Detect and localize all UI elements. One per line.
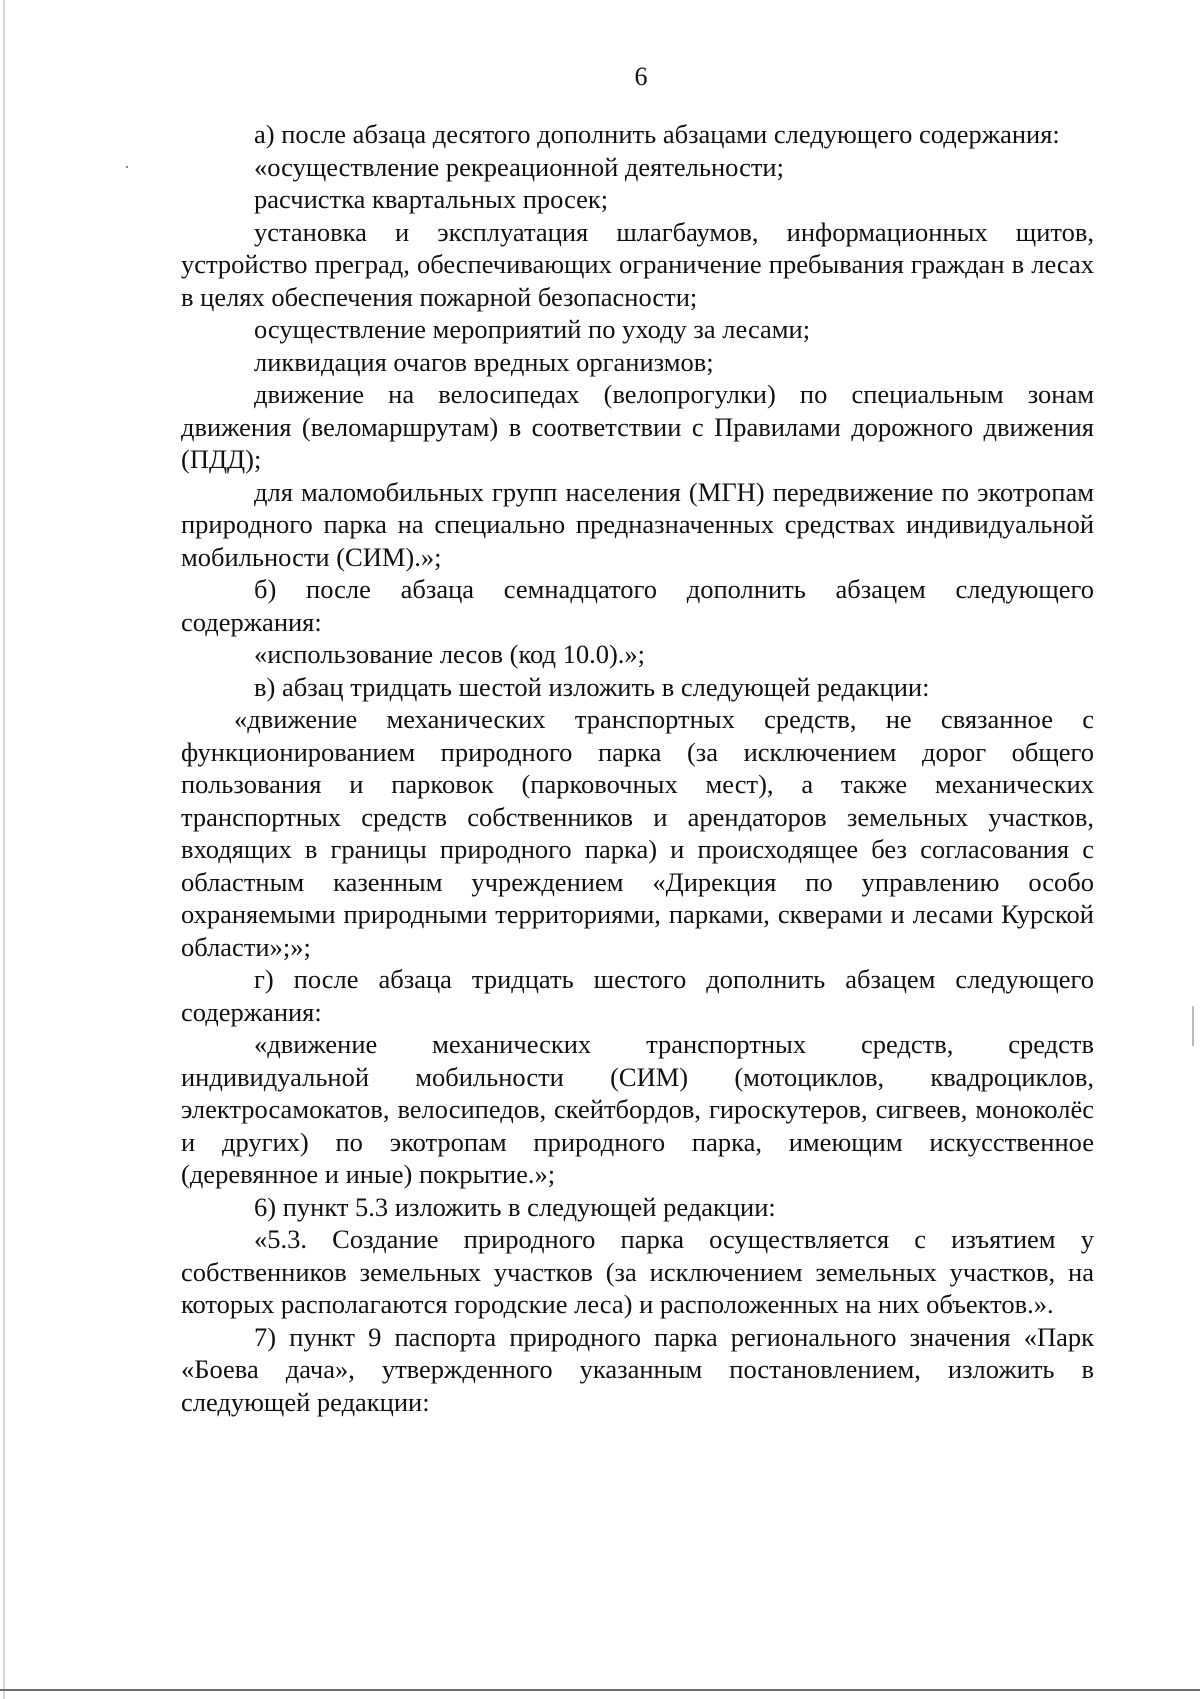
scan-bottom-line [0,1689,1200,1691]
paragraph-point-5-3-text: «5.3. Создание природного парка осуществляется с изъятием у собственников земельных участков (за исключением земельных участков, на которых располагаются городские леса) и расположенных на них объектов.». [181,1224,1094,1319]
paragraph-pest-control: ликвидация очагов вредных организмов; [254,346,714,377]
paragraph-forest-care: осуществление мероприятий по уходу за лесами; [254,314,811,344]
scan-right-mark [1192,1006,1194,1046]
paragraph-amend-v: в) абзац тридцать шестой изложить в следующей редакции: [254,671,930,702]
paragraph-forest-use-code: «использование лесов (код 10.0).»; [254,639,646,669]
paragraph-point-5-3: 6) пункт 5.3 изложить в следующей редакции: [254,1191,776,1222]
paragraph-point-9-passport: 7) пункт 9 паспорта природного парка регионального значения «Парк «Боева дача», утвержденного указанным постановлением, изложить в следующей редакции: [181,1321,1094,1417]
paragraph-clearing-glades: расчистка квартальных просек; [254,184,609,214]
document-body [181,118,1094,1418]
paragraph-bicycles: движение на велосипедах (велопрогулки) по специальным зонам движения (веломаршрутам) в соответствии с Правилами дорожного движения (ПДД); [181,379,1094,474]
paragraph-amend-g: г) после абзаца тридцать шестого дополнить абзацем следующего содержания: [181,964,1094,1027]
page-number: 6 [634,62,648,91]
paragraph-barriers: установка и эксплуатация шлагбаумов, информационных щитов, устройство преград, обеспечивающих ограничение пребывания граждан в лесах в целях обеспечения пожарной безопасности; [181,216,1094,312]
paragraph-personal-mobility: «движение механических транспортных средств, средств индивидуальной мобильности (СИМ) (мотоциклов, квадроциклов, электросамокатов, велосипедов, скейтбордов, гироскутеров, сигвеев, моноколёс и других) по экотропам природного парка, имеющим искусственное (деревянное и иные) покрытие.»; [181,1029,1094,1189]
paragraph-low-mobility: для маломобильных групп населения (МГН) передвижение по экотропам природного парка на специально предназначенных средствах индивидуальной мобильности (СИМ).»; [181,476,1094,572]
scan-speck [126,166,128,168]
paragraph-amend-a: а) после абзаца десятого дополнить абзацами следующего содержания: [254,119,1060,149]
paragraph-amend-b: б) после абзаца семнадцатого дополнить абзацем следующего содержания: [181,574,1094,637]
paragraph-recreational-activity: «осуществление рекреационной деятельности; [254,151,784,182]
scan-left-edge [3,0,5,1699]
paragraph-motor-vehicles: «движение механических транспортных средств, не связанное с функционированием природного парка (за исключением дорог общего пользования и парковок (парковочных мест), а также механических транспортных средств собственников и арендаторов земельных участков, входящих в границы природного парка) и происходящее без согласования с областным казенным учреждением «Дирекция по управлению особо охраняемыми природными территориями, парками, скверами и лесами Курской области»;»; [181,704,1094,962]
